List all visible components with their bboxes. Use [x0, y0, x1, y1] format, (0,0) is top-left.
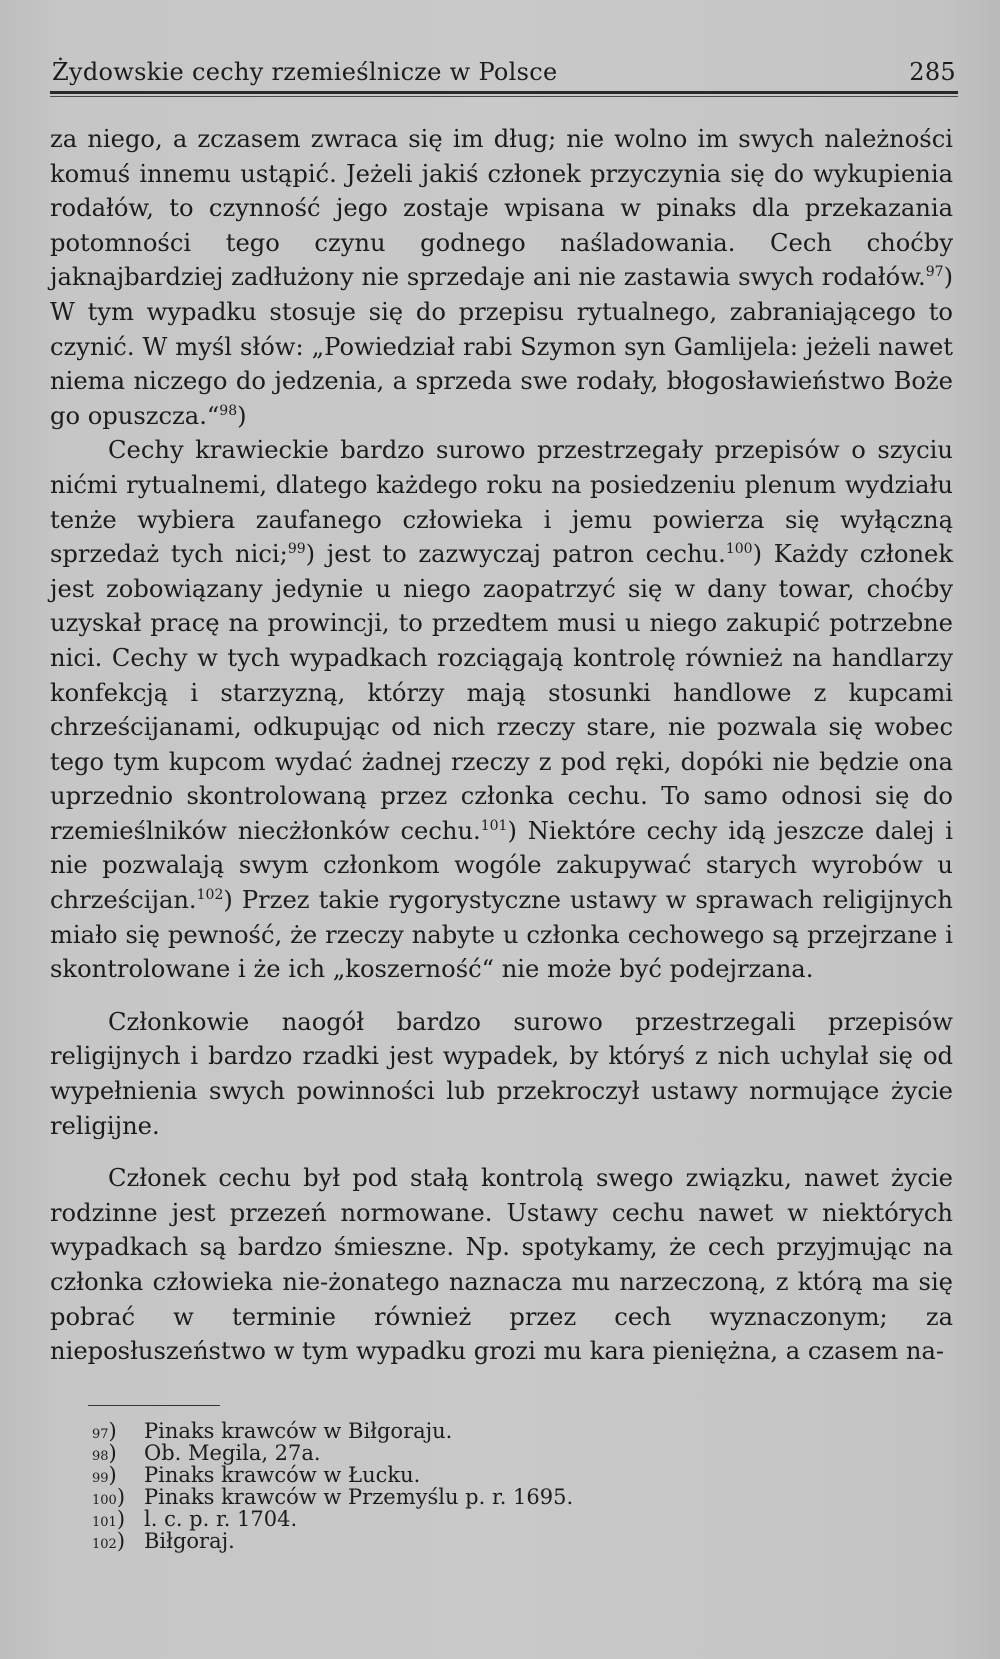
- footnote-number: 101): [92, 1507, 126, 1531]
- footnote-text: Pinaks krawców w Łucku.: [144, 1463, 421, 1487]
- page-number: 285: [909, 58, 956, 86]
- text-run: Członek cechu był pod stałą kontrolą swego związku, nawet życie rodzinne jest przezeń normowane. Ustawy cechu nawet w niektórych wypadkach są bardzo śmieszne. Np. spotykamy, że cech przyjmując na członka człowieka nie-żonatego naznacza mu narzeczoną, z którą ma się pobrać w terminie również przez cech wyznaczonym; za nieposłuszeństwo w tym wypadku grozi mu kara pieniężna, a czasem na-: [50, 1164, 953, 1366]
- text-run: ) Każdy członek jest zobowiązany jedynie u niego zaopatrzyć się w dany towar, choćby uzyskał pracę na prowincji, to przedtem musi u niego zakupić potrzebne nici. Cechy w tych wypadkach rozciągają kontrolę również na handlarzy konfekcją i starzyzną, którzy mają stosunki handlowe z kupcami chrześcijanami, odkupując od nich rzeczy stare, nie pozwala się wobec tego tym kupcom wydać żadnej rzeczy z pod ręki, dopóki nie będzie ona uprzednio skontrolowaną przez członka cechu. To samo odnosi się do rzemieślników niecżłonków cechu.: [50, 540, 954, 845]
- footnote: [92, 1442, 792, 1464]
- footnote-ref: 99: [287, 541, 306, 558]
- footnote-text: l. c. p. r. 1704.: [144, 1507, 298, 1531]
- footnote: [92, 1508, 792, 1530]
- footnote-rule: [88, 1405, 220, 1406]
- footnote-text: Biłgoraj.: [144, 1529, 235, 1553]
- footnote: [92, 1530, 792, 1552]
- footnote-number: 102): [92, 1529, 126, 1553]
- footnote: [92, 1464, 792, 1486]
- text-run: ): [237, 401, 247, 430]
- paragraph: [50, 1005, 953, 1143]
- text-run: ) W tym wypadku stosuje się do przepisu rytualnego, zabraniającego to czynić. W myśl słów: „Powiedział rabi Szymon syn Gamlijela: jeżeli nawet niema niczego do jedzenia, a sprzeda swe rodały, błogosławieństwo Boże go opuszcza.“: [50, 263, 953, 430]
- running-head: [52, 52, 956, 86]
- footnote-ref: 102: [196, 887, 224, 903]
- footnote: [92, 1486, 792, 1508]
- footnote-number: 98): [92, 1441, 117, 1465]
- text-run: Członkowie naogół bardzo surowo przestrzegali przepisów religijnych i bardzo rzadki jest wypadek, by któryś z nich uchylał się od wypełnienia swych powinności lub przekroczył ustawy normujące życie religijne.: [50, 1007, 953, 1140]
- text-run: ) Przez takie rygorystyczne ustawy w sprawach religijnych miało się pewność, że rzeczy nabyte u członka cechowego są przejrzane i skontrolowane i że ich „koszerność“ nie może być podejrzana.: [50, 886, 953, 984]
- footnote-number: 100): [92, 1485, 126, 1509]
- footnote-ref: 100: [725, 541, 753, 558]
- footnote-number: 97): [92, 1419, 117, 1443]
- footnote-text: Pinaks krawców w Przemyślu p. r. 1695.: [144, 1485, 574, 1509]
- footnote-ref: 98: [219, 402, 238, 419]
- text-run: Cechy krawieckie bardzo surowo przestrzegały przepisów o szyciu nićmi rytualnemi, dlatego każdego roku na posiedzeniu plenum wydziału tenże wybiera zaufanego człowieka i jemu powierza się wyłączną sprzedaż tych nici;: [50, 436, 953, 569]
- footnote-text: Ob. Megila, 27a.: [144, 1441, 321, 1465]
- footnote: [92, 1420, 792, 1442]
- footnote-text: Pinaks krawców w Biłgoraju.: [144, 1419, 453, 1443]
- text-run: za niego, a zczasem zwraca się im dług; nie wolno im swych należności komuś innemu ustąpić. Jeżeli jakiś członek przyczynia się do wykupienia rodałów, to czynność jego zostaje wpisana w pinaks dla przekazania potomności tego czynu godnego naśladowania. Cech choćby jaknajbardziej zadłużony nie sprzedaje ani nie zastawia swych rodałów.: [50, 125, 953, 292]
- text-run: ) Niektóre cechy idą jeszcze dalej i nie pozwalają swym członkom wogóle zakupywać starych wyrobów u chrześcijan.: [50, 816, 953, 915]
- text-run: ) jest to zazwyczaj patron cechu.: [305, 540, 726, 569]
- running-head-title: Żydowskie cechy rzemieślnicze w Polsce: [52, 58, 558, 86]
- header-rule-thin: [50, 96, 958, 97]
- paragraph: [50, 1161, 953, 1369]
- footnote-ref: 97: [925, 264, 944, 281]
- paragraph: [50, 122, 953, 433]
- header-rule: [50, 91, 958, 94]
- footnote-ref: 101: [480, 817, 508, 834]
- paragraph: [50, 433, 953, 987]
- footnotes: [92, 1420, 792, 1552]
- footnote-number: 99): [92, 1463, 117, 1487]
- body-text: [50, 122, 953, 1369]
